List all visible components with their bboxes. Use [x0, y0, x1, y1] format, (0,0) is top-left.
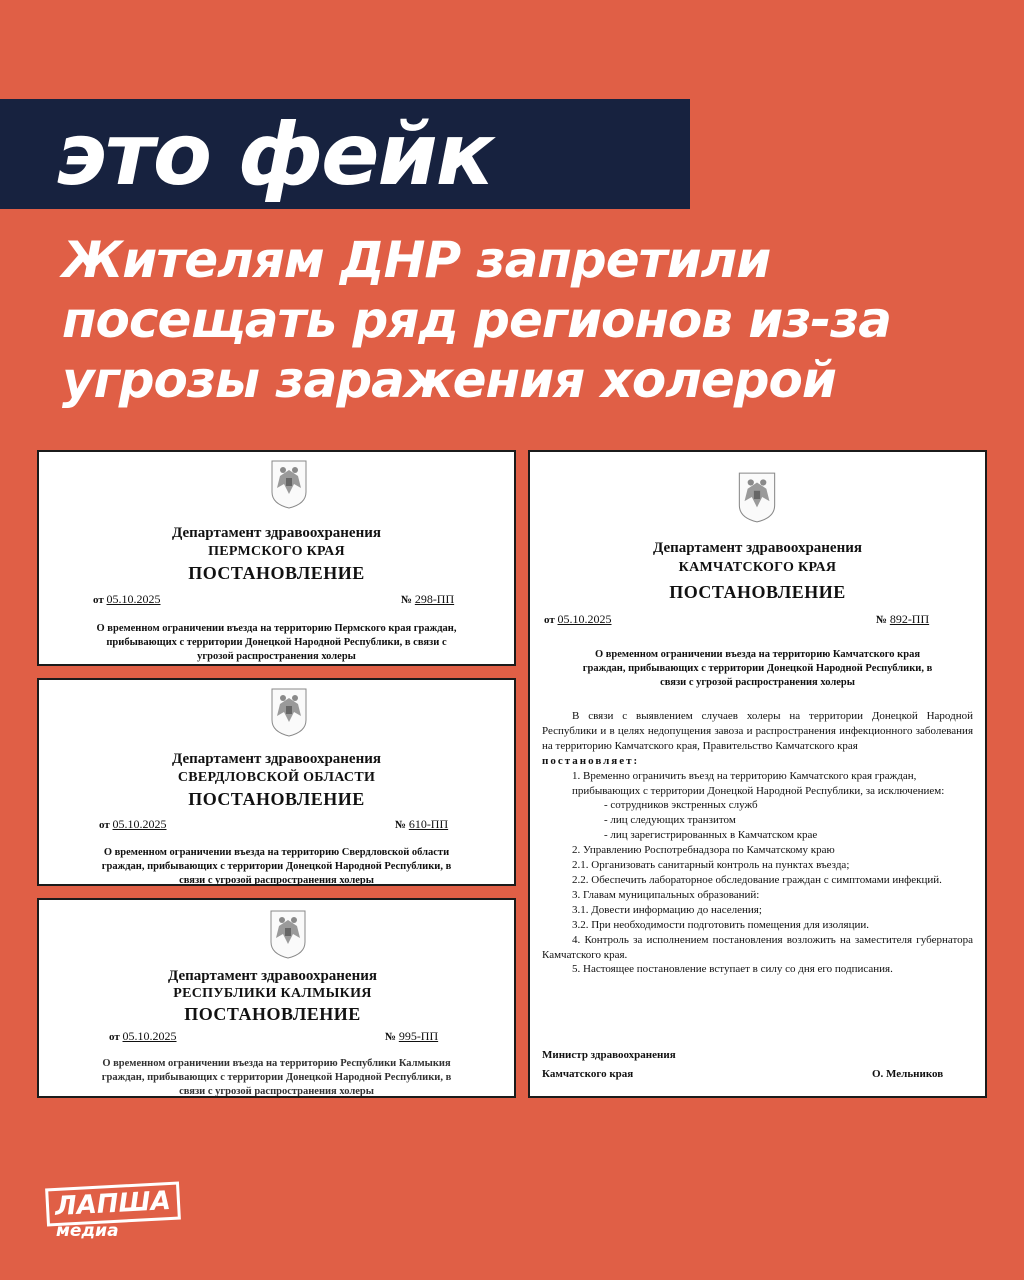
fake-label: это фейк [56, 105, 493, 205]
region-title: РЕСПУБЛИКИ КАЛМЫКИЯ [173, 986, 372, 1001]
decree-number: № 298-ПП [401, 592, 455, 606]
body-paragraph: 2. Управлению Роспотребнадзора по Камчатскому краю [572, 844, 835, 857]
region-title: СВЕРДЛОВСКОЙ ОБЛАСТИ [177, 770, 376, 785]
decree-number: № 995-ПП [385, 1029, 439, 1043]
coat-of-arms-icon [734, 470, 780, 524]
decree-date: от 05.10.2025 [93, 592, 161, 606]
fake-banner [0, 99, 690, 209]
headline-line: Жителям ДНР запретили [62, 231, 771, 289]
decree-date: от 05.10.2025 [544, 612, 612, 626]
coat-of-arms-icon [267, 908, 309, 960]
body-paragraph: 2.1. Организовать санитарный контроль на пунктах въезда; [572, 859, 850, 872]
body-paragraph: 4. Контроль за исполнением постановления возложить на заместителя губернатора Камчатского края. [542, 933, 973, 961]
decree-body [542, 709, 973, 977]
body-paragraph: - лиц следующих транзитом [604, 814, 736, 827]
body-paragraph: 2.2. Обеспечить лабораторное обследование граждан с симптомами инфекций. [572, 873, 942, 886]
decree-subject: О временном ограничении въезда на территорию Свердловской области граждан, прибывающих с территории Донецкой Народной Республики, в связи с угрозой распространения холеры [101, 847, 452, 886]
department-title: Департамент здравоохранения [168, 968, 377, 984]
coat-of-arms-icon [268, 686, 310, 738]
decree-title: ПОСТАНОВЛЕНИЕ [669, 582, 846, 602]
decree-title: ПОСТАНОВЛЕНИЕ [188, 563, 365, 583]
signature-title: Министр здравоохранения Камчатского края [542, 1049, 676, 1080]
document-sverdlovsk [37, 678, 516, 886]
decree-subject: О временном ограничении въезда на территорию Республики Калмыкия граждан, прибывающих с территории Донецкой Народной Республики, в связи с угрозой распространения холеры [101, 1058, 452, 1097]
decree-number: № 892-ПП [876, 612, 930, 626]
logo-sub: медиа [56, 1221, 119, 1241]
decree-subject: О временном ограничении въезда на территорию Пермского края граждан, прибывающих с территории Донецкой Народной Республики, в связи с угрозой распространения холеры [96, 623, 457, 662]
signature-name: О. Мельников [872, 1068, 944, 1080]
headline-line: угрозы заражения холерой [62, 351, 836, 409]
body-paragraph: 1. Временно ограничить въезд на территорию Камчатского края граждан, прибывающих с территории Донецкой Народной Республики, за исключением: [572, 769, 945, 797]
decree-title: ПОСТАНОВЛЕНИЕ [188, 789, 365, 809]
body-paragraph: 3.2. При необходимости подготовить помещения для изоляции. [572, 918, 869, 931]
body-paragraph: 3.1. Довести информацию до населения; [572, 903, 762, 916]
body-paragraph: В связи с выявлением случаев холеры на территории Донецкой Народной Республики и в целях недопущения завоза и распространения инфекционного заболевания на территорию Камчатского края, Правительство Камчатского края [542, 710, 973, 752]
headline [62, 230, 992, 410]
document-perm [37, 450, 516, 666]
body-paragraph: 5. Настоящее постановление вступает в силу со дня его подписания. [572, 963, 893, 976]
region-title: КАМЧАТСКОГО КРАЯ [678, 560, 837, 575]
body-paragraph: - лиц зарегистрированных в Камчатском крае [604, 829, 818, 842]
decree-title: ПОСТАНОВЛЕНИЕ [184, 1004, 361, 1024]
document-kalmykia [37, 898, 516, 1098]
decree-subject: О временном ограничении въезда на территорию Камчатского края граждан, прибывающих с территории Донецкой Народной Республики, в связи с угрозой распространения холеры [582, 649, 933, 688]
region-title: ПЕРМСКОГО КРАЯ [208, 544, 345, 559]
document-kamchatka [528, 450, 987, 1098]
lapsha-media-logo [46, 1185, 180, 1241]
department-title: Департамент здравоохранения [172, 525, 381, 541]
decree-date: от 05.10.2025 [99, 817, 167, 831]
decree-date: от 05.10.2025 [109, 1029, 177, 1043]
body-paragraph: постановляет: [542, 754, 640, 767]
logo-main: ЛАПША [45, 1182, 181, 1227]
decree-number: № 610-ПП [395, 817, 449, 831]
coat-of-arms-icon [268, 458, 310, 510]
body-paragraph: 3. Главам муниципальных образований: [572, 888, 760, 901]
headline-line: посещать ряд регионов из-за [62, 291, 891, 349]
body-paragraph: - сотрудников экстренных служб [604, 799, 758, 812]
department-title: Департамент здравоохранения [172, 751, 381, 767]
department-title: Департамент здравоохранения [653, 540, 862, 556]
